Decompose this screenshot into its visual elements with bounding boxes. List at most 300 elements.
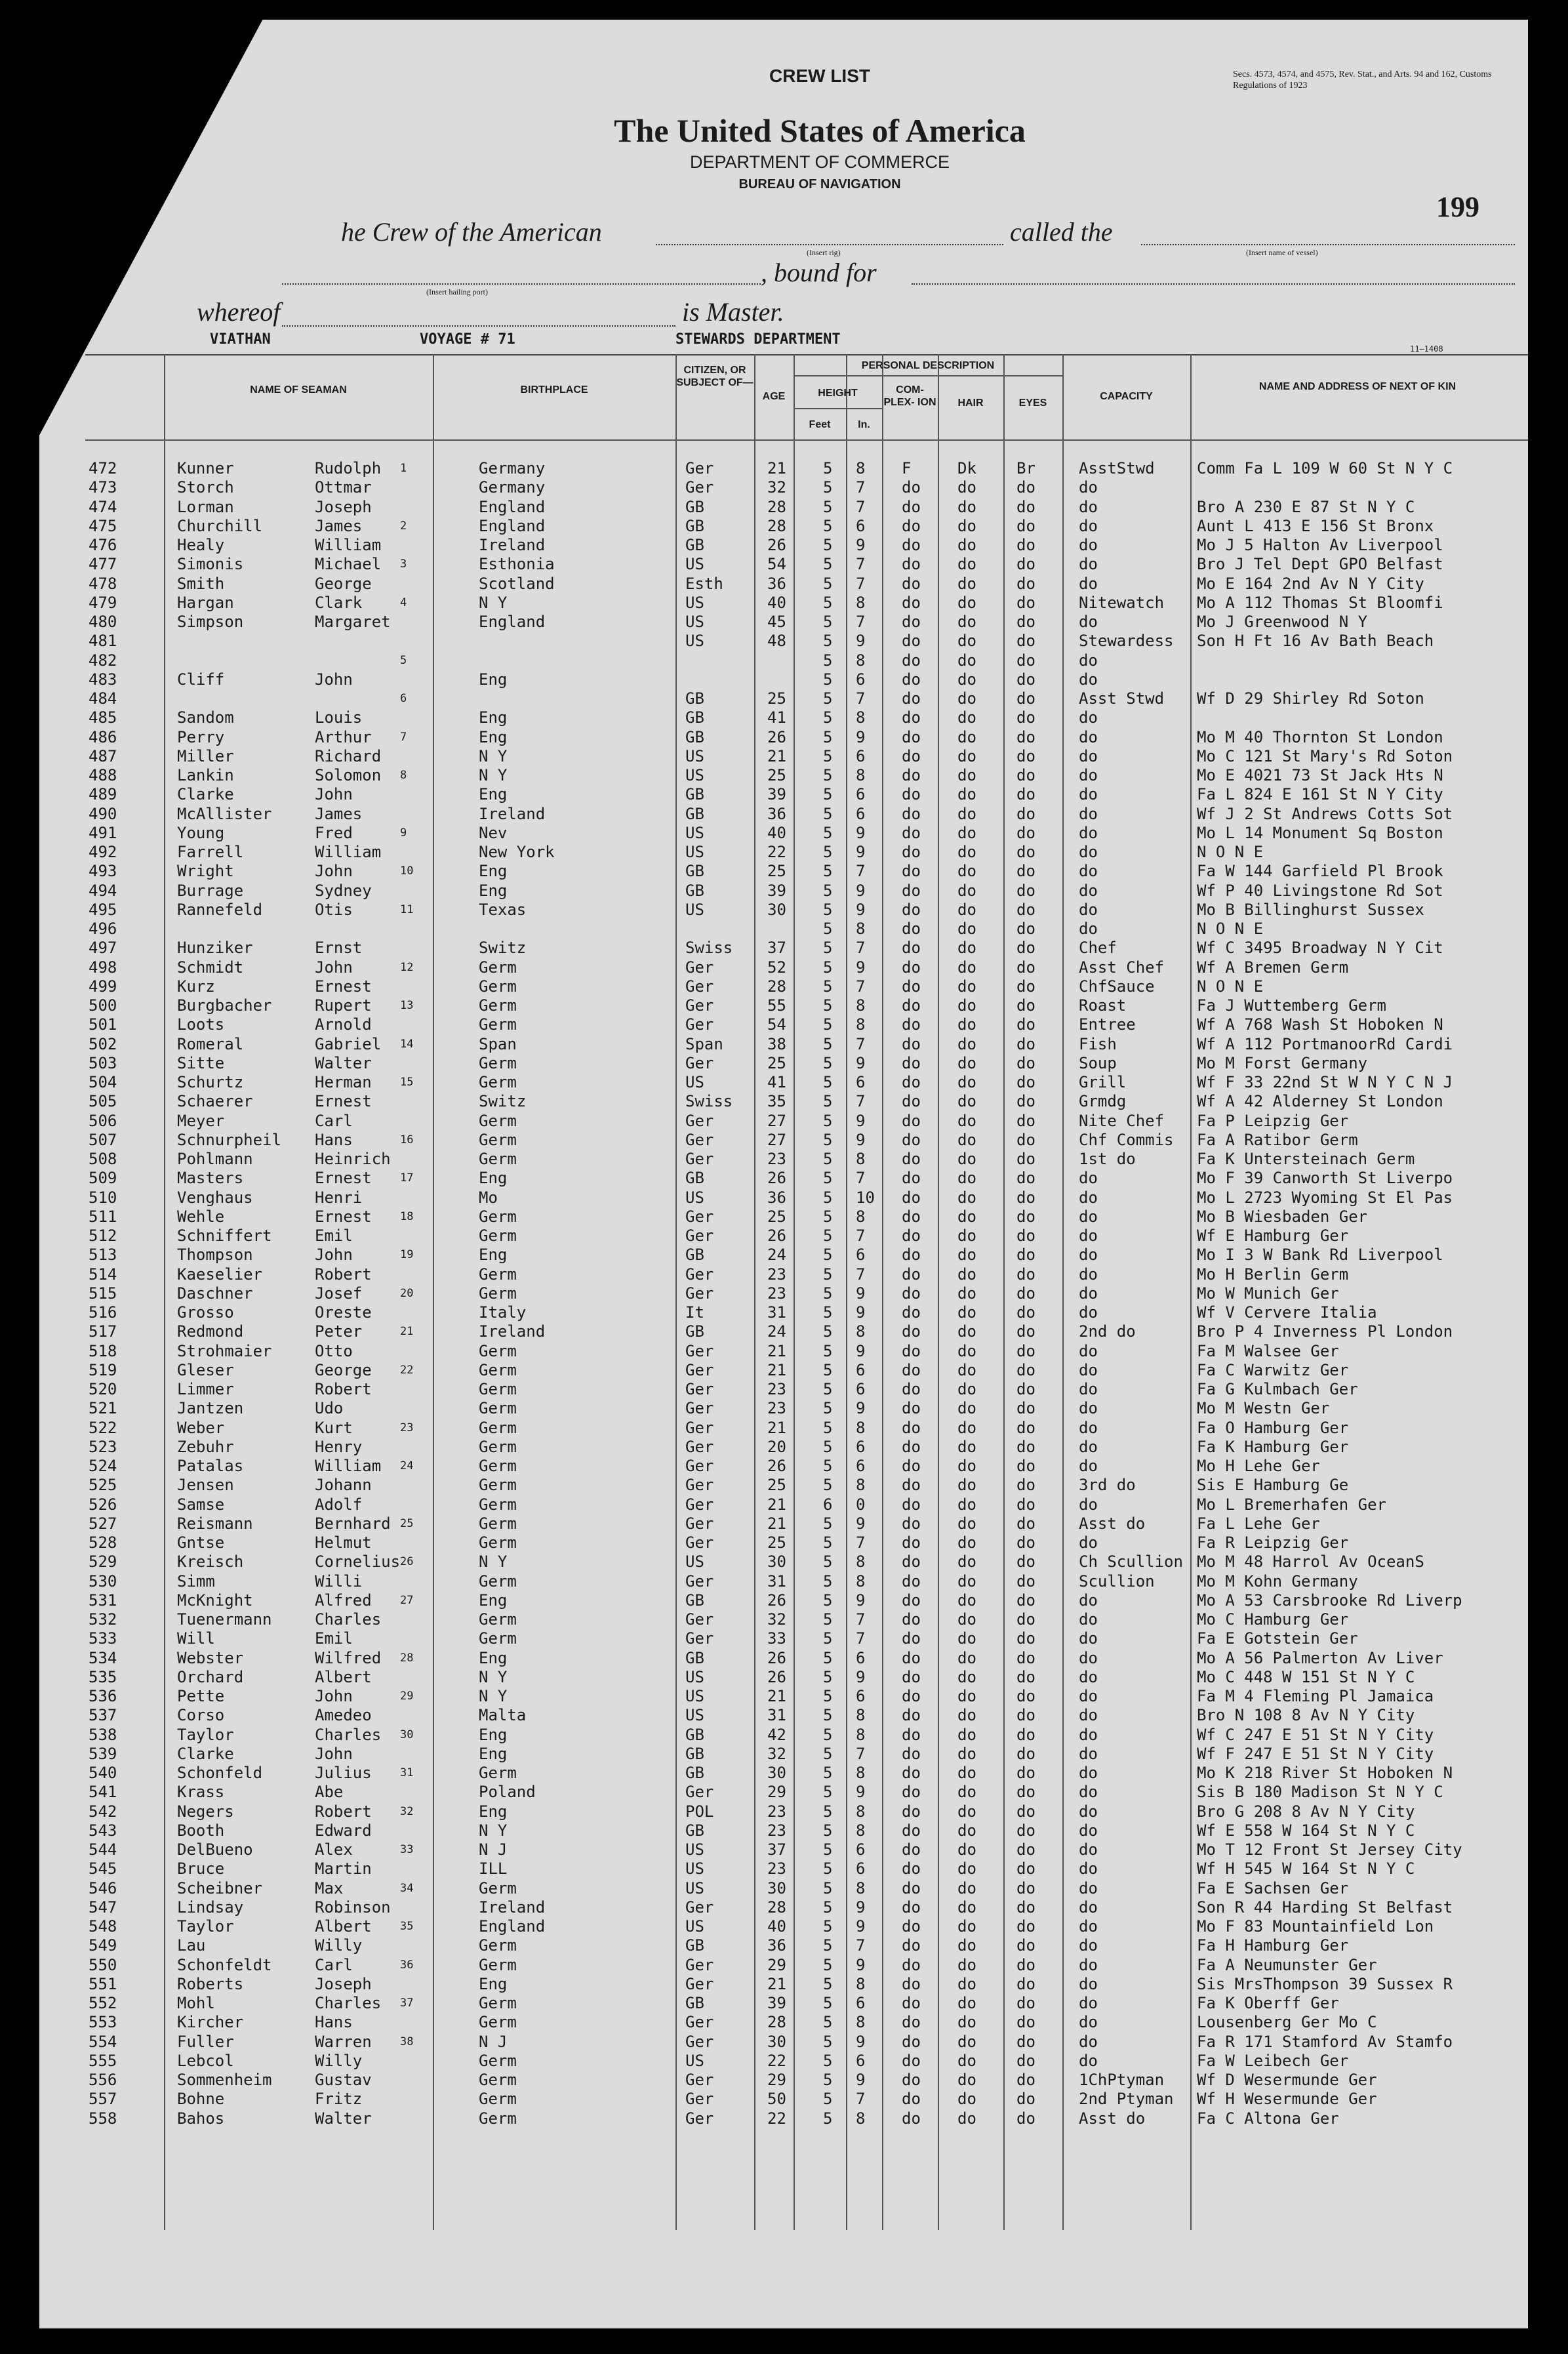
seaman-given-name: Robert [315,1265,372,1284]
eyes: do [1016,1572,1035,1591]
complexion: do [902,766,921,784]
next-of-kin: Wf H Wesermunde Ger [1197,2090,1377,2108]
seaman-given-name: Oreste [315,1303,372,1322]
citizenship: Ger [685,1514,714,1533]
seaman-surname: Lau [177,1936,206,1955]
seaman-surname: Sitte [177,1054,225,1072]
height-feet: 5 [823,555,833,573]
eyes: do [1016,2090,1035,2108]
birthplace: Germ [479,1073,517,1091]
complexion: do [902,862,921,880]
complexion: do [902,689,921,708]
height-inches: 7 [856,1265,866,1284]
next-of-kin: Mo A 112 Thomas St Bloomfi [1197,594,1443,612]
birthplace: Germany [479,459,546,477]
capacity: Roast [1079,996,1127,1015]
age: 36 [767,1188,786,1207]
table-row [0,1591,1568,1610]
seaman-given-name: James [315,805,363,823]
table-row [0,1284,1568,1303]
col-citizen-header: CITIZEN, OR SUBJECT OF— [676,365,754,388]
hair: do [957,1399,976,1417]
eyes: do [1016,1015,1035,1034]
height-inches: 7 [856,689,866,708]
seaman-given-name: Albert [315,1668,372,1686]
seaman-given-name: Kurt [315,1419,353,1437]
row-number: 524 [89,1457,117,1475]
seaman-surname: Storch [177,478,234,497]
next-of-kin: Fa R Leipzig Ger [1197,1533,1349,1552]
complexion: do [902,785,921,803]
table-row [0,1092,1568,1111]
hair: do [957,478,976,497]
height-inches: 8 [856,1706,866,1724]
height-feet: 5 [823,1015,833,1034]
citizenship: Ger [685,478,714,497]
citizenship: Ger [685,1783,714,1801]
height-feet: 5 [823,1802,833,1821]
seaman-given-name: Ernest [315,1207,372,1226]
complexion: do [902,1898,921,1917]
age: 21 [767,1514,786,1533]
capacity: do [1079,1610,1098,1629]
eyes: do [1016,632,1035,650]
next-of-kin: Wf A 112 PortmanoorRd Cardi [1197,1035,1453,1053]
hair: do [957,1764,976,1782]
table-row [0,517,1568,536]
index-number: 5 [400,654,407,667]
seaman-surname: Weber [177,1419,225,1437]
hair: do [957,1802,976,1821]
seaman-surname: Sommenheim [177,2071,272,2089]
complexion: do [902,478,921,497]
seaman-surname: Kreisch [177,1552,244,1571]
hair: do [957,555,976,573]
hair: do [957,1112,976,1130]
seaman-surname: McAllister [177,805,272,823]
table-row [0,1035,1568,1054]
citizenship: US [685,1188,704,1207]
next-of-kin: Fa C Warwitz Ger [1197,1361,1349,1379]
seaman-surname: Young [177,824,225,842]
citizenship: Ger [685,1150,714,1168]
citizenship: GB [685,708,704,727]
capacity: do [1079,1936,1098,1955]
row-number: 481 [89,632,117,650]
complexion: do [902,1956,921,1974]
seaman-given-name: William [315,1457,382,1475]
next-of-kin: Bro P 4 Inverness Pl London [1197,1322,1453,1341]
height-inches: 8 [856,1572,866,1591]
row-number: 511 [89,1207,117,1226]
height-feet: 5 [823,2033,833,2051]
eyes: do [1016,478,1035,497]
eyes: do [1016,1150,1035,1168]
capacity: do [1079,728,1098,746]
birthplace: Germ [479,1131,517,1149]
height-inches: 7 [856,2090,866,2108]
citizenship: Ger [685,1207,714,1226]
seaman-given-name: James [315,517,363,535]
height-feet: 5 [823,1936,833,1955]
citizenship: Span [685,1035,723,1053]
row-number: 518 [89,1342,117,1360]
age: 20 [767,1438,786,1456]
eyes: do [1016,708,1035,727]
birthplace: Mo [479,1188,498,1207]
complexion: do [902,728,921,746]
birthplace: Germ [479,2052,517,2070]
eyes: do [1016,766,1035,784]
height-feet: 5 [823,882,833,900]
citizenship: It [685,1303,704,1322]
citizenship: US [685,824,704,842]
citizenship: GB [685,1246,704,1264]
height-inches: 7 [856,1533,866,1552]
seaman-surname: Schonfeld [177,1764,263,1782]
seaman-surname: Lebcol [177,2052,234,2070]
citizenship: GB [685,1591,704,1610]
complexion: do [902,1150,921,1168]
next-of-kin: Fa A Neumunster Ger [1197,1956,1377,1974]
next-of-kin: Fa R 171 Stamford Av Stamfo [1197,2033,1453,2051]
row-number: 543 [89,1821,117,1840]
seaman-given-name: Cornelius [315,1552,401,1571]
height-inches: 9 [856,901,866,919]
complexion: do [902,901,921,919]
seaman-given-name: Udo [315,1399,344,1417]
next-of-kin: Wf A 42 Alderney St London [1197,1092,1443,1110]
seaman-given-name: George [315,1361,372,1379]
height-feet: 5 [823,1649,833,1667]
capacity: do [1079,1342,1098,1360]
citizenship: GB [685,689,704,708]
height-inches: 7 [856,1035,866,1053]
table-row [0,1783,1568,1802]
capacity: do [1079,1495,1098,1514]
seaman-given-name: Ernest [315,1092,372,1110]
capacity: Grmdg [1079,1092,1127,1110]
height-feet: 5 [823,1840,833,1859]
complexion: do [902,1629,921,1648]
table-row [0,708,1568,727]
eyes: do [1016,1840,1035,1859]
citizenship: US [685,901,704,919]
table-row [0,2013,1568,2032]
seaman-surname: Simm [177,1572,215,1591]
complexion: do [902,1859,921,1878]
next-of-kin: Fa K Untersteinach Germ [1197,1150,1415,1168]
master-name: VIATHAN [210,331,271,348]
height-inches: 6 [856,805,866,823]
eyes: do [1016,1879,1035,1897]
height-feet: 5 [823,1994,833,2012]
eyes: do [1016,1342,1035,1360]
age: 37 [767,1840,786,1859]
age: 28 [767,517,786,535]
birthplace: New York [479,843,555,861]
row-number: 513 [89,1246,117,1264]
eyes: do [1016,555,1035,573]
index-number: 16 [400,1133,414,1147]
row-number: 497 [89,939,117,957]
capacity: do [1079,862,1098,880]
seaman-given-name: Max [315,1879,344,1897]
seaman-surname: McKnight [177,1591,253,1610]
complexion: do [902,1438,921,1456]
table-row [0,1303,1568,1322]
hair: do [957,689,976,708]
height-inches: 7 [856,555,866,573]
height-inches: 6 [856,785,866,803]
birthplace: Germ [479,1457,517,1475]
row-number: 504 [89,1073,117,1091]
birthplace: Italy [479,1303,527,1322]
capacity: Asst do [1079,1514,1146,1533]
seaman-given-name: William [315,843,382,861]
hailing-port-blank [282,283,761,285]
table-row [0,920,1568,939]
eyes: do [1016,958,1035,977]
table-row [0,882,1568,901]
table-row [0,1380,1568,1399]
seaman-surname: Scheibner [177,1879,263,1897]
height-feet: 5 [823,708,833,727]
citizenship: Ger [685,1399,714,1417]
row-number: 486 [89,728,117,746]
seaman-given-name: Ernest [315,1169,372,1187]
hair: do [957,1092,976,1110]
table-row [0,824,1568,843]
citizenship: Swiss [685,939,733,957]
height-feet: 5 [823,1706,833,1724]
complexion: do [902,536,921,554]
index-number: 18 [400,1210,414,1223]
age: 21 [767,1687,786,1705]
height-inches: 9 [856,1342,866,1360]
table-row [0,478,1568,497]
age: 29 [767,1783,786,1801]
citizenship: US [685,1668,704,1686]
next-of-kin: Comm Fa L 109 W 60 St N Y C [1197,459,1453,477]
seaman-given-name: Henry [315,1438,363,1456]
next-of-kin: N O N E [1197,977,1264,996]
birthplace: England [479,517,546,535]
eyes: do [1016,862,1035,880]
table-row [0,2071,1568,2090]
hair: do [957,536,976,554]
eyes: do [1016,882,1035,900]
seaman-surname: Bohne [177,2090,225,2108]
seaman-given-name: Herman [315,1073,372,1091]
age: 23 [767,1284,786,1303]
height-feet: 5 [823,1552,833,1571]
age: 21 [767,1975,786,1993]
table-row [0,1879,1568,1898]
seaman-given-name: Peter [315,1322,363,1341]
citizenship: US [685,594,704,612]
age: 32 [767,1610,786,1629]
eyes: do [1016,1859,1035,1878]
eyes: do [1016,1514,1035,1533]
next-of-kin: Sis B 180 Madison St N Y C [1197,1783,1443,1801]
next-of-kin: Wf E 558 W 164 St N Y C [1197,1821,1415,1840]
capacity: do [1079,1668,1098,1686]
row-number: 558 [89,2109,117,2128]
seaman-given-name: Charles [315,1726,382,1744]
height-feet: 5 [823,1783,833,1801]
height-feet: 5 [823,478,833,497]
table-row [0,1956,1568,1975]
birthplace: Ireland [479,805,546,823]
hair: do [957,2090,976,2108]
eyes: do [1016,1936,1035,1955]
citizenship: Ger [685,1572,714,1591]
seaman-surname: Schurtz [177,1073,244,1091]
height-inches: 9 [856,843,866,861]
birthplace: N Y [479,1821,508,1840]
hair: do [957,1994,976,2012]
seaman-given-name: Otis [315,901,353,919]
seaman-surname: Miller [177,747,234,765]
eyes: do [1016,805,1035,823]
seaman-surname: Schmidt [177,958,244,977]
age: 22 [767,2052,786,2070]
citizenship: Ger [685,1975,714,1993]
row-number: 537 [89,1706,117,1724]
eyes: do [1016,1956,1035,1974]
birthplace: Switz [479,1092,527,1110]
seaman-given-name: Fritz [315,2090,363,2108]
row-number: 501 [89,1015,117,1034]
table-row [0,1629,1568,1648]
hair: do [957,1610,976,1629]
complexion: do [902,1457,921,1475]
height-inches: 6 [856,670,866,689]
complexion: do [902,575,921,593]
height-feet: 5 [823,843,833,861]
hair: do [957,1975,976,1993]
eyes: do [1016,2013,1035,2031]
capacity: Chef [1079,939,1117,957]
height-inches: 7 [856,1227,866,1245]
seaman-given-name: Richard [315,747,382,765]
birthplace: Germ [479,1610,517,1629]
age: 30 [767,1879,786,1897]
seaman-surname: Burgbacher [177,996,272,1015]
complexion: do [902,1112,921,1130]
eyes: do [1016,613,1035,631]
row-number: 482 [89,651,117,670]
age: 21 [767,1495,786,1514]
hair: do [957,632,976,650]
index-number: 8 [400,769,407,782]
age: 21 [767,459,786,477]
index-number: 7 [400,731,407,744]
capacity: do [1079,1438,1098,1456]
capacity: Asst Chef [1079,958,1165,977]
table-row [0,1668,1568,1687]
seaman-surname: Lankin [177,766,234,784]
age: 30 [767,1764,786,1782]
age: 23 [767,1380,786,1398]
birthplace: Eng [479,1802,508,1821]
hair: do [957,901,976,919]
capacity: AsstStwd [1079,459,1155,477]
capacity: do [1079,1361,1098,1379]
seaman-given-name: Hans [315,1131,353,1149]
hair: do [957,1188,976,1207]
next-of-kin: Mo C Hamburg Ger [1197,1610,1349,1629]
complexion: do [902,1476,921,1494]
age: 24 [767,1246,786,1264]
hair: Dk [957,459,976,477]
table-row [0,1649,1568,1668]
height-feet: 5 [823,651,833,670]
height-inches: 6 [856,1649,866,1667]
col-complexion-header: COM- PLEX- ION [883,384,936,408]
row-number: 547 [89,1898,117,1917]
seaman-given-name: Carl [315,1956,353,1974]
row-number: 525 [89,1476,117,1494]
seaman-surname: Venghaus [177,1188,253,1207]
next-of-kin: Wf F 247 E 51 St N Y City [1197,1745,1434,1763]
birthplace: N Y [479,1687,508,1705]
hair: do [957,977,976,996]
birthplace: ILL [479,1859,508,1878]
capacity: do [1079,901,1098,919]
index-number: 34 [400,1882,414,1895]
height-inches: 9 [856,1303,866,1322]
height-feet: 5 [823,1188,833,1207]
next-of-kin: Mo W Munich Ger [1197,1284,1339,1303]
complexion: do [902,1303,921,1322]
height-inches: 8 [856,2109,866,2128]
citizenship: GB [685,1821,704,1840]
complexion: do [902,1399,921,1417]
hair: do [957,2109,976,2128]
age: 31 [767,1706,786,1724]
capacity: do [1079,2052,1098,2070]
row-number: 538 [89,1726,117,1744]
birthplace: Germ [479,1764,517,1782]
hair: do [957,1342,976,1360]
seaman-surname: Burrage [177,882,244,900]
age: 26 [767,536,786,554]
age: 26 [767,1169,786,1187]
age: 37 [767,939,786,957]
capacity: Soup [1079,1054,1117,1072]
seaman-given-name: Gabriel [315,1035,382,1053]
master-blank [282,325,675,327]
complexion: do [902,498,921,516]
citizenship: GB [685,517,704,535]
birthplace: Ireland [479,1898,546,1917]
hair: do [957,920,976,938]
capacity: do [1079,1745,1098,1763]
hair: do [957,1859,976,1878]
eyes: do [1016,1610,1035,1629]
height-feet: 5 [823,1572,833,1591]
capacity: do [1079,1207,1098,1226]
row-number: 473 [89,478,117,497]
seaman-surname: Will [177,1629,215,1648]
hair: do [957,1131,976,1149]
eyes: do [1016,1246,1035,1264]
height-inches: 9 [856,1284,866,1303]
height-inches: 6 [856,1438,866,1456]
seaman-surname: Wehle [177,1207,225,1226]
